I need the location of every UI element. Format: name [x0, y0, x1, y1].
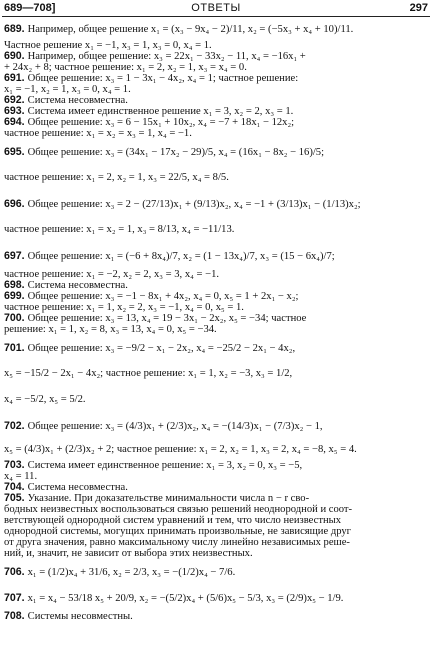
answer-text: частное решение: x₁ = −2, x₂ = 2, x₃ = 3, x₄ = −1.	[4, 269, 220, 280]
answer-text: Общее решение: x₃ = (4/3)x₁ + (2/3)x₂, x₄ = −(14/3)x₁ − (7/3)x₂ − 1,	[27, 421, 323, 432]
header-range: 689—708]	[4, 2, 56, 14]
problem-number: 702.	[4, 420, 25, 432]
answer-line	[4, 62, 430, 73]
answer-text: ний, и, значит, не зависит от выбора этих неизвестных.	[4, 548, 253, 559]
answer-text: от друга значения, равно максимальному числу линейно независимых реше-	[4, 537, 350, 548]
problem-number: 691.	[4, 73, 25, 84]
answer-line	[4, 526, 430, 537]
answer-line	[4, 165, 430, 191]
answer-text: однородной системы, могущих принимать произвольные, не зависящие друг	[4, 526, 352, 537]
answer-text: Система несовместна.	[27, 280, 128, 291]
answer-line	[4, 95, 430, 106]
answer-text: x₁ = (1/2)x₄ + 31/6, x₂ = 2/3, x₃ = −(1/2)x₄ − 7/6.	[27, 567, 236, 578]
header-title: ОТВЕТЫ	[191, 2, 241, 14]
answer-text: x₅ = (4/3)x₁ + (2/3)x₂ + 2; частное решение: x₁ = 2, x₂ = 1, x₃ = 2, x₄ = −8, x₅ = 4.	[4, 444, 357, 455]
answer-line	[4, 482, 430, 493]
answer-line	[4, 413, 430, 439]
answer-text: Системы несовместны.	[27, 611, 133, 622]
answer-line	[4, 515, 430, 526]
problem-number: 706.	[4, 566, 25, 578]
answer-line	[4, 471, 430, 482]
answer-text: Общее решение: x₃ = (34x₁ − 17x₂ − 29)/5, x₄ = (16x₁ − 8x₂ − 16)/5;	[27, 147, 325, 158]
answer-line	[4, 73, 430, 84]
answer-line	[4, 439, 430, 460]
answer-line	[4, 460, 430, 471]
answer-line	[4, 139, 430, 165]
answer-line	[4, 387, 430, 413]
answer-text: Общее решение: x₃ = 6 − 15x₁ + 10x₂, x₄ = −7 + 18x₁ − 12x₂;	[27, 117, 295, 128]
answer-text: частное решение: x₁ = 2, x₂ = 1, x₃ = 22/5, x₄ = 8/5.	[4, 172, 229, 183]
problem-number: 695.	[4, 146, 25, 158]
answer-line	[4, 324, 430, 335]
problem-number: 696.	[4, 198, 25, 210]
answer-text: Например, общее решение: x₃ = 22x₁ − 33x₂ − 11, x₄ = −16x₁ +	[27, 51, 306, 62]
problem-number: 689.	[4, 23, 25, 35]
problem-number: 707.	[4, 592, 25, 604]
answer-text: Система имеет единственное решение: x₁ = 3, x₂ = 0, x₃ = −5,	[27, 460, 303, 471]
answer-line	[4, 269, 430, 280]
answer-line	[4, 302, 430, 313]
answer-line	[4, 585, 430, 611]
answer-text: Система имеет единственное решение x₁ = 3, x₂ = 2, x₃ = 1.	[27, 106, 294, 117]
answer-text: частное решение: x₁ = 1, x₂ = 2, x₃ = −1, x₄ = 0, x₅ = 1.	[4, 302, 244, 313]
problem-number: 708.	[4, 611, 25, 622]
problem-number: 704.	[4, 482, 25, 493]
answer-line	[4, 217, 430, 243]
answer-text: решение: x₁ = 1, x₂ = 8, x₃ = 13, x₄ = 0, x₅ = −34.	[4, 324, 217, 335]
answer-text: Общее решение: x₁ = (−6 + 8x₄)/7, x₂ = (1 − 13x₄)/7, x₃ = (15 − 6x₄)/7;	[27, 251, 335, 262]
problem-number: 700.	[4, 313, 25, 324]
answer-line	[4, 537, 430, 548]
problem-number: 692.	[4, 95, 25, 106]
problem-number: 705.	[4, 493, 25, 504]
answer-text: Указание. При доказательстве минимальности числа n − r сво-	[27, 493, 310, 504]
answer-text: бодных неизвестных воспользоваться связью решений неоднородной и соот-	[4, 504, 353, 515]
answer-text: Общее решение: x₃ = 1 − 3x₁ − 4x₂, x₄ = 1; частное решение:	[27, 73, 299, 84]
answer-text: Общее решение: x₃ = 13, x₄ = 19 − 3x₁ − 2x₂, x₅ = −34; частное	[27, 313, 307, 324]
answer-text: частное решение: x₁ = x₂ = x₃ = 1, x₄ = −1.	[4, 128, 192, 139]
answer-text: Общее решение: x₃ = −1 − 8x₁ + 4x₂, x₄ = 0, x₅ = 1 + 2x₁ − x₂;	[27, 291, 299, 302]
answer-line	[4, 493, 430, 504]
answer-line	[4, 559, 430, 585]
answer-line	[4, 361, 430, 387]
answer-line	[4, 84, 430, 95]
answer-line	[4, 40, 430, 51]
problem-number: 703.	[4, 460, 25, 471]
answer-text: частное решение: x₁ = x₂ = 1, x₃ = 8/13, x₄ = −11/13.	[4, 224, 235, 235]
answer-text: x₁ = x₄ − 53/18 x₅ + 20/9, x₂ = −(5/2)x₄ + (5/6)x₅ − 5/3, x₃ = (2/9)x₅ − 1/9.	[27, 593, 344, 604]
problem-number: 701.	[4, 342, 25, 354]
answer-text: ветствующей однородной систем уравнений и тем, что число неизвестных	[4, 515, 342, 526]
answer-line	[4, 335, 430, 361]
page-number: 297	[409, 2, 428, 14]
answer-text: Частное решение x₁ = −1, x₃ = 1, x₃ = 0, x₄ = 1.	[4, 40, 212, 51]
problem-number: 697.	[4, 250, 25, 262]
answer-text: Система несовместна.	[27, 95, 128, 106]
answer-line	[4, 19, 430, 40]
answer-text: Система несовместна.	[27, 482, 128, 493]
answer-line	[4, 243, 430, 269]
answer-text: Общее решение: x₃ = 2 − (27/13)x₁ + (9/13)x₂, x₄ = −1 + (3/13)x₁ − (1/13)x₂;	[27, 199, 361, 210]
running-header	[4, 2, 428, 16]
answer-text: x₄ = −5/2, x₅ = 5/2.	[4, 394, 86, 405]
answer-line	[4, 611, 430, 622]
problem-number: 699.	[4, 291, 25, 302]
answer-text: + 24x₂ + 8; частное решение: x₁ = 2, x₂ = 1, x₃ = x₄ = 0.	[4, 62, 247, 73]
answer-line	[4, 548, 430, 559]
header-rule	[2, 16, 430, 17]
problem-number: 693.	[4, 106, 25, 117]
answer-line	[4, 291, 430, 302]
answer-text: x₁ = −1, x₂ = 1, x₃ = 0, x₄ = 1.	[4, 84, 131, 95]
problem-number: 698.	[4, 280, 25, 291]
answer-line	[4, 280, 430, 291]
answer-line	[4, 117, 430, 128]
answer-text: x₅ = −15/2 − 2x₁ − 4x₂; частное решение: x₁ = 1, x₂ = −3, x₃ = 1/2,	[4, 368, 293, 379]
problem-number: 694.	[4, 117, 25, 128]
answer-text: Например, общее решение x₁ = (x₃ − 9x₄ − 2)/11, x₂ = (−5x₃ + x₄ + 10)/11.	[27, 24, 354, 35]
answers-body	[4, 19, 430, 622]
answer-line	[4, 51, 430, 62]
answer-line	[4, 313, 430, 324]
answer-text: x₄ = 11.	[4, 471, 38, 482]
answer-line	[4, 504, 430, 515]
answer-line	[4, 191, 430, 217]
answer-line	[4, 106, 430, 117]
answer-text: Общее решение: x₃ = −9/2 − x₁ − 2x₂, x₄ = −25/2 − 2x₁ − 4x₂,	[27, 343, 296, 354]
answer-line	[4, 128, 430, 139]
problem-number: 690.	[4, 51, 25, 62]
